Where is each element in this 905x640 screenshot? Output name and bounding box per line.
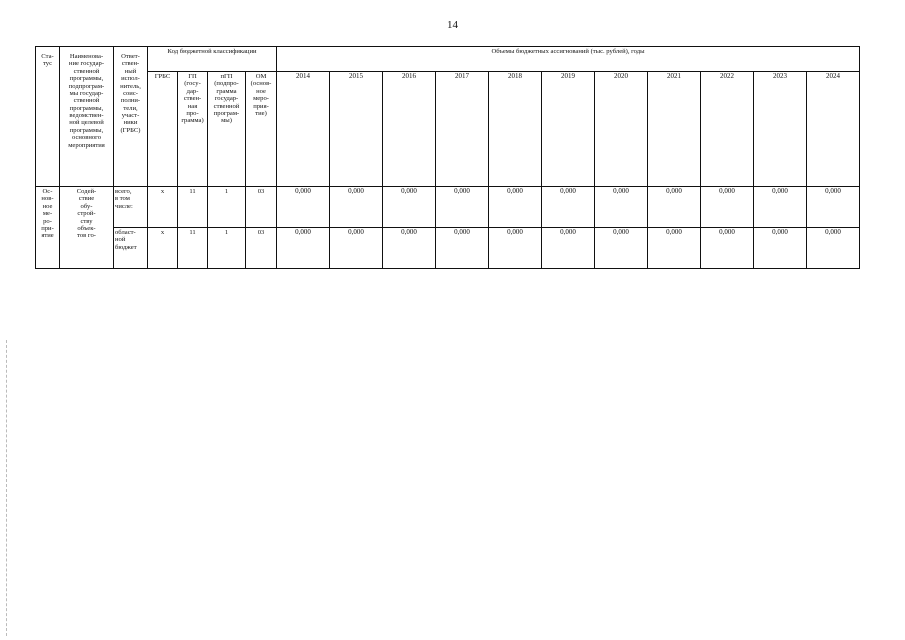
value-cell: 0,000 <box>542 187 595 228</box>
header-year: 2014 <box>277 72 330 187</box>
header-year: 2019 <box>542 72 595 187</box>
name-cell: Содей- ствие обу- строй- ству объек- тов го- <box>60 187 114 269</box>
header-pgp: пГП (подпро- грамма государ- ственной програм- мы) <box>208 72 246 187</box>
value-cell: 0,000 <box>383 228 436 269</box>
executor-cell: област- ной бюджет <box>114 228 148 269</box>
page-number: 14 <box>447 19 458 31</box>
header-status: Ста- тус <box>36 47 60 187</box>
header-year: 2023 <box>754 72 807 187</box>
header-name: Наименова- ние государ- ственной программы, подпрограм- мы государ- ственной программы, ведомствен- ной целевой программы, основного мероприятия <box>60 47 114 187</box>
grbs-cell: х <box>148 187 178 228</box>
header-year: 2017 <box>436 72 489 187</box>
header-year: 2015 <box>330 72 383 187</box>
status-cell: Ос- нов- ное ме- ро- при- ятие <box>36 187 60 269</box>
value-cell: 0,000 <box>648 228 701 269</box>
header-om: ОМ (основ- ное меро- прия- тие) <box>246 72 277 187</box>
header-year: 2021 <box>648 72 701 187</box>
scan-edge-line <box>6 340 8 636</box>
header-year: 2016 <box>383 72 436 187</box>
value-cell: 0,000 <box>701 187 754 228</box>
header-year: 2022 <box>701 72 754 187</box>
header-year: 2018 <box>489 72 542 187</box>
value-cell: 0,000 <box>595 228 648 269</box>
value-cell: 0,000 <box>807 187 860 228</box>
grbs-cell: х <box>148 228 178 269</box>
pgp-cell: 1 <box>208 187 246 228</box>
header-year: 2024 <box>807 72 860 187</box>
value-cell: 0,000 <box>807 228 860 269</box>
gp-cell: 11 <box>178 187 208 228</box>
header-budget-code: Код бюджетной классификации <box>148 47 277 72</box>
value-cell: 0,000 <box>330 187 383 228</box>
value-cell: 0,000 <box>277 187 330 228</box>
om-cell: 03 <box>246 228 277 269</box>
budget-table <box>35 46 860 269</box>
value-cell: 0,000 <box>436 187 489 228</box>
value-cell: 0,000 <box>330 228 383 269</box>
value-cell: 0,000 <box>754 228 807 269</box>
value-cell: 0,000 <box>277 228 330 269</box>
value-cell: 0,000 <box>542 228 595 269</box>
header-grbs: ГРБС <box>148 72 178 187</box>
executor-cell: всего, в том числе: <box>114 187 148 228</box>
gp-cell: 11 <box>178 228 208 269</box>
header-volumes: Объемы бюджетных ассигнований (тыс. рублей), годы <box>277 47 860 72</box>
value-cell: 0,000 <box>648 187 701 228</box>
om-cell: 03 <box>246 187 277 228</box>
value-cell: 0,000 <box>754 187 807 228</box>
header-executor: Ответ- ствен- ный испол- нитель, соис- полни- тели, участ- ники (ГРБС) <box>114 47 148 187</box>
table-row <box>36 187 860 228</box>
header-gp: ГП (госу- дар- ствен- ная про- грамма) <box>178 72 208 187</box>
value-cell: 0,000 <box>436 228 489 269</box>
value-cell: 0,000 <box>489 187 542 228</box>
table-row <box>36 228 860 269</box>
value-cell: 0,000 <box>489 228 542 269</box>
header-year: 2020 <box>595 72 648 187</box>
value-cell: 0,000 <box>383 187 436 228</box>
pgp-cell: 1 <box>208 228 246 269</box>
value-cell: 0,000 <box>595 187 648 228</box>
value-cell: 0,000 <box>701 228 754 269</box>
